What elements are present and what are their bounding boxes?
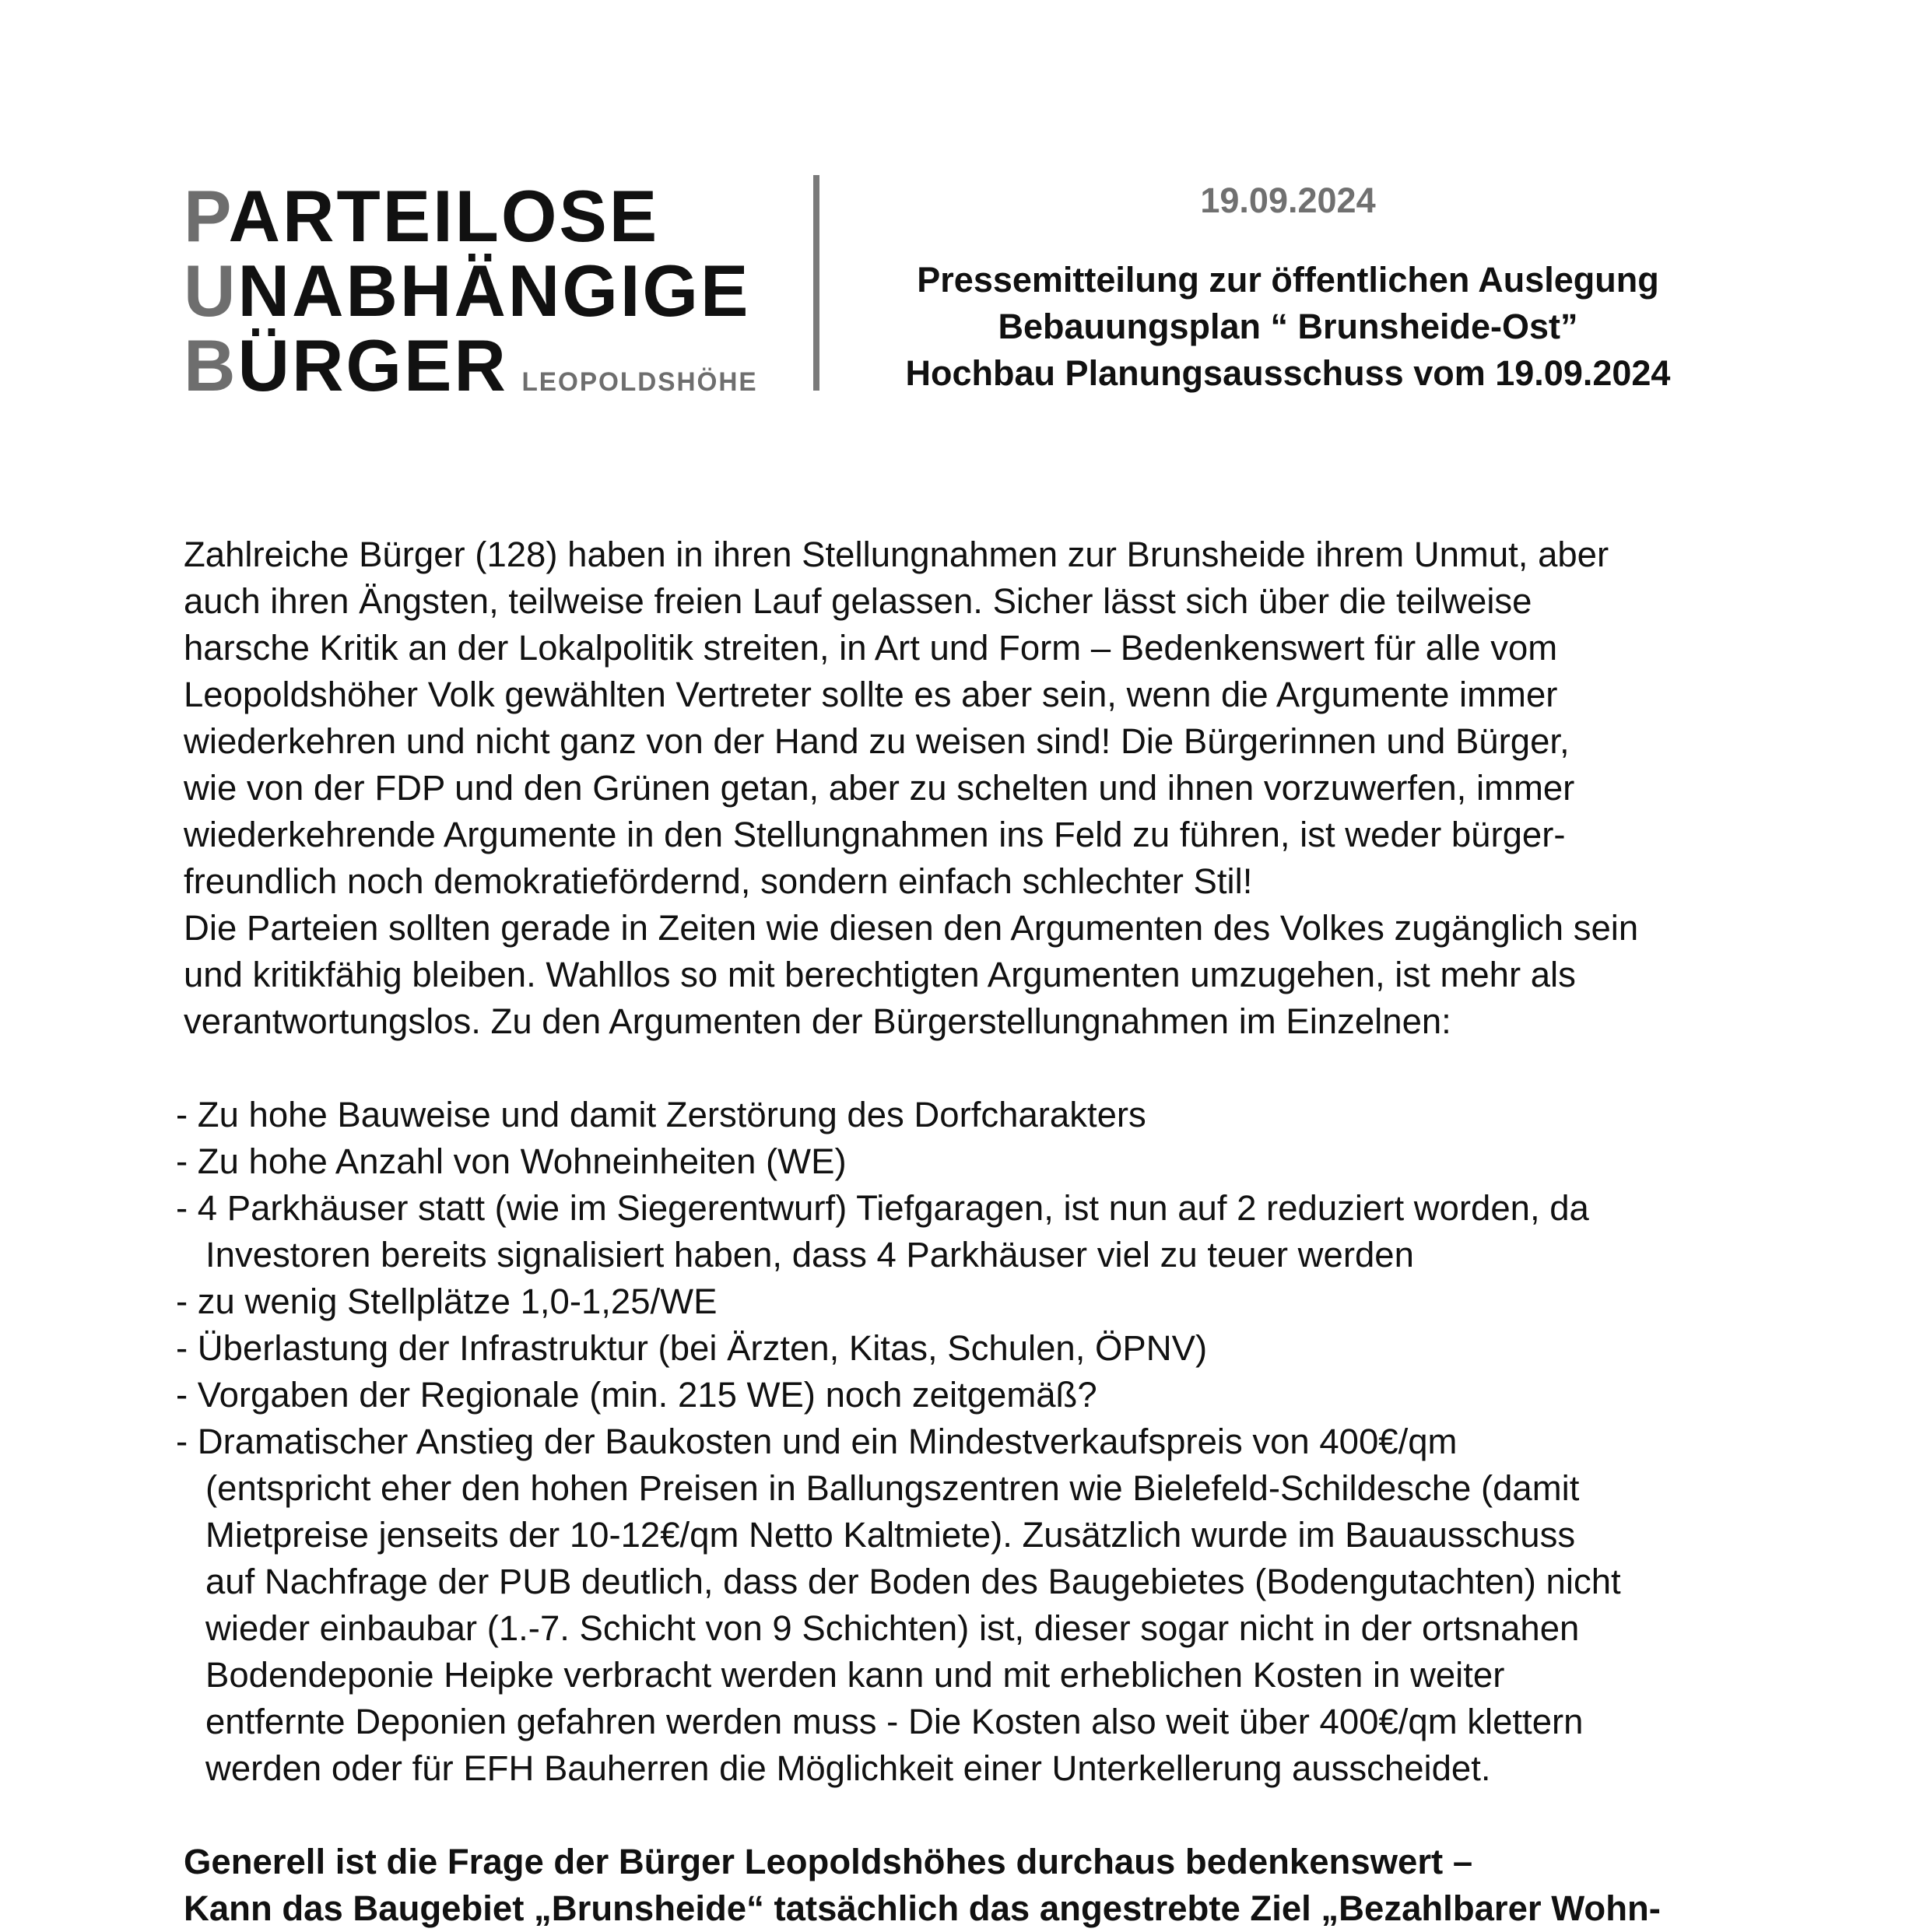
bullet-continuation: entfernte Deponien gefahren werden muss - Die Kosten also weit über 400€/qm klettern	[205, 1702, 1584, 1741]
bullet-continuation: Bodendeponie Heipke verbracht werden kann und mit erheblichen Kosten in weiter	[205, 1655, 1505, 1695]
logo-line-2	[184, 250, 751, 331]
press-title	[840, 257, 1735, 397]
bullet-continuation: Investoren bereits signalisiert haben, dass 4 Parkhäuser viel zu teuer werden	[205, 1235, 1414, 1275]
bullet-continuation: wieder einbaubar (1.-7. Schicht von 9 Schichten) ist, dieser sogar nicht in der ortsnahen	[205, 1608, 1580, 1648]
bullet-item: - Zu hohe Anzahl von Wohneinheiten (WE)	[176, 1141, 847, 1181]
bullet-item: - Überlastung der Infrastruktur (bei Ärzten, Kitas, Schulen, ÖPNV)	[176, 1328, 1208, 1368]
press-body	[176, 531, 1771, 1932]
bullet-continuation: auf Nachfrage der PUB deutlich, dass der Boden des Baugebietes (Bodengutachten) nicht	[205, 1562, 1621, 1601]
paragraph-line: und kritikfähig bleiben. Wahllos so mit berechtigten Argumenten umzugehen, ist mehr als	[184, 955, 1576, 994]
paragraph-line: verantwortungslos. Zu den Argumenten der Bürgerstellungnahmen im Einzelnen:	[184, 1001, 1451, 1041]
bullet-item: - zu wenig Stellplätze 1,0-1,25/WE	[176, 1282, 718, 1321]
bullet-item: - Zu hohe Bauweise und damit Zerstörung des Dorfcharakters	[176, 1095, 1146, 1134]
conclusion-line: Generell ist die Frage der Bürger Leopoldshöhes durchaus bedenkenswert –	[184, 1842, 1473, 1881]
logo-initial-p: P	[184, 175, 229, 257]
paragraph-line: Die Parteien sollten gerade in Zeiten wie diesen den Argumenten des Volkes zugänglich sein	[184, 908, 1639, 948]
logo-word-unabhaengige: NABHÄNGIGE	[237, 250, 751, 331]
logo-initial-b: B	[184, 324, 238, 406]
bullet-continuation: Mietpreise jenseits der 10-12€/qm Netto Kaltmiete). Zusätzlich wurde im Bauausschuss	[205, 1515, 1576, 1555]
bullet-item: - 4 Parkhäuser statt (wie im Siegerentwurf) Tiefgaragen, ist nun auf 2 reduziert worden, da	[176, 1188, 1589, 1228]
bullet-continuation: werden oder für EFH Bauherren die Möglichkeit einer Unterkellerung ausscheidet.	[205, 1748, 1491, 1788]
press-title-line: Bebauungsplan “ Brunsheide-Ost”	[998, 307, 1578, 346]
paragraph-line: Leopoldshöher Volk gewählten Vertreter sollte es aber sein, wenn die Argumente immer	[184, 675, 1558, 714]
press-title-line: Hochbau Planungsausschuss vom 19.09.2024	[905, 353, 1671, 393]
paragraph-gap	[184, 1045, 1771, 1092]
paragraph-line: Zahlreiche Bürger (128) haben in ihren Stellungnahmen zur Brunsheide ihrem Unmut, aber	[184, 535, 1609, 574]
press-header	[840, 177, 1735, 397]
paragraph-line: auch ihren Ängsten, teilweise freien Lauf gelassen. Sicher lässt sich über die teilweise	[184, 581, 1532, 621]
logo-location: LEOPOLDSHÖHE	[521, 367, 758, 397]
bullet-item: - Vorgaben der Regionale (min. 215 WE) noch zeitgemäß?	[176, 1375, 1097, 1415]
paragraph-line: wiederkehrende Argumente in den Stellungnahmen ins Feld zu führen, ist weder bürger-	[184, 815, 1566, 854]
press-title-line: Pressemitteilung zur öffentlichen Auslegung	[917, 260, 1659, 300]
logo-line-3	[184, 324, 758, 419]
logo-initial-u: U	[184, 250, 238, 331]
logo-word-buerger: ÜRGER	[237, 324, 508, 406]
conclusion-line: Kann das Baugebiet „Brunsheide“ tatsächlich das angestrebte Ziel „Bezahlbarer Wohn-	[184, 1888, 1661, 1928]
paragraph-line: wie von der FDP und den Grünen getan, aber zu schelten und ihnen vorzuwerfen, immer	[184, 768, 1575, 808]
paragraph-line: wiederkehren und nicht ganz von der Hand zu weisen sind! Die Bürgerinnen und Bürger,	[184, 721, 1570, 761]
bullet-continuation: (entspricht eher den hohen Preisen in Ballungszentren wie Bielefeld-Schildesche (damit	[205, 1468, 1580, 1508]
paragraph-gap	[184, 1792, 1771, 1839]
logo-line-1	[184, 175, 748, 257]
logo-word-parteilose: ARTEILOSE	[228, 175, 660, 257]
header-divider	[813, 175, 819, 391]
party-logo	[184, 175, 760, 419]
paragraph-line: freundlich noch demokratiefördernd, sondern einfach schlechter Stil!	[184, 861, 1253, 901]
bullet-item: - Dramatischer Anstieg der Baukosten und ein Mindestverkaufspreis von 400€/qm	[176, 1422, 1458, 1461]
press-date: 19.09.2024	[1200, 181, 1376, 220]
paragraph-line: harsche Kritik an der Lokalpolitik streiten, in Art und Form – Bedenkenswert für alle vom	[184, 628, 1558, 668]
